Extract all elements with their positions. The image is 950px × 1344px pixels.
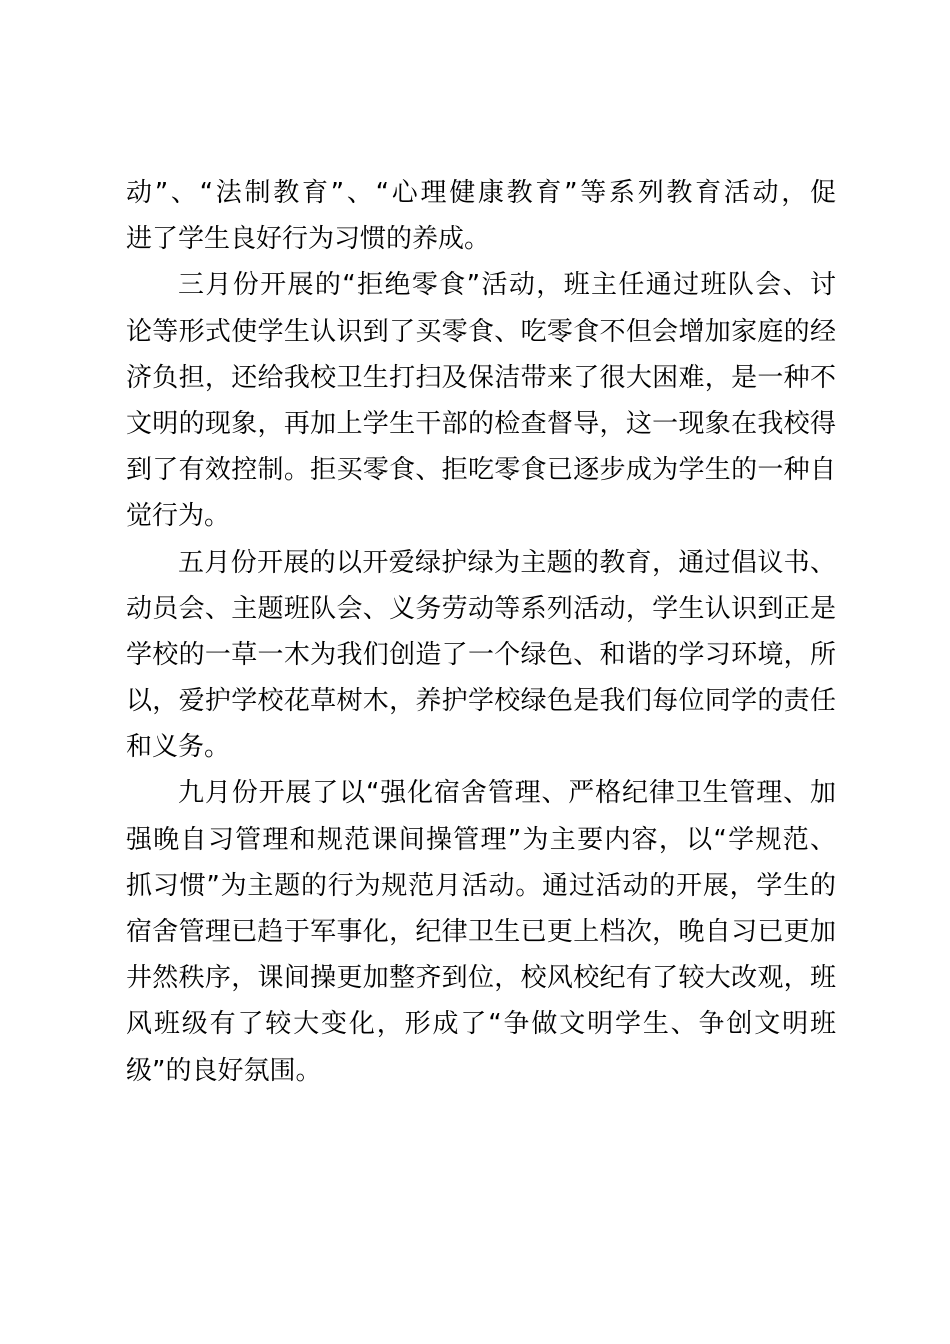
body-text <box>126 170 836 1094</box>
paragraph-line: 宿舍管理已趋于军事化，纪律卫生已更上档次，晚自习已更加 <box>126 917 836 947</box>
paragraph-line: 九月份开展了以“强化宿舍管理、严格纪律卫生管理、加 <box>178 778 836 809</box>
paragraph <box>126 770 836 1093</box>
paragraph-line: 三月份开展的“拒绝零食”活动，班主任通过班队会、讨 <box>178 270 836 301</box>
paragraph <box>126 540 836 771</box>
paragraph-line: 动员会、主题班队会、义务劳动等系列活动，学生认识到正是 <box>126 593 836 624</box>
paragraph <box>126 262 836 539</box>
paragraph-line: 济负担，还给我校卫生打扫及保洁带来了很大困难，是一种不 <box>126 362 836 393</box>
paragraph-line: 进了学生良好行为习惯的养成。 <box>126 224 491 255</box>
paragraph-line: 以，爱护学校花草树木，养护学校绿色是我们每位同学的责任 <box>126 686 836 717</box>
paragraph-line: 五月份开展的以开爱绿护绿为主题的教育，通过倡议书、 <box>178 547 836 578</box>
paragraph-line: 动”、“法制教育”、“心理健康教育”等系列教育活动，促 <box>126 178 836 208</box>
paragraph-line: 和义务。 <box>126 732 231 763</box>
paragraph-line: 强晚自习管理和规范课间操管理”为主要内容，以“学规范、 <box>126 824 836 855</box>
paragraph-line: 级”的良好氛围。 <box>126 1055 322 1086</box>
paragraph-line: 学校的一草一木为我们创造了一个绿色、和谐的学习环境，所 <box>126 639 836 670</box>
paragraph-line: 井然秩序，课间操更加整齐到位，校风校纪有了较大改观，班 <box>126 963 836 994</box>
paragraph-line: 到了有效控制。拒买零食、拒吃零食已逐步成为学生的一种自 <box>126 455 836 486</box>
paragraph-line: 文明的现象，再加上学生干部的检查督导，这一现象在我校得 <box>126 408 836 439</box>
paragraph <box>126 170 836 262</box>
paragraph-line: 论等形式使学生认识到了买零食、吃零食不但会增加家庭的经 <box>126 316 836 347</box>
paragraph-line: 抓习惯”为主题的行为规范月活动。通过活动的开展，学生的 <box>126 870 836 901</box>
paragraph-line: 风班级有了较大变化，形成了“争做文明学生、争创文明班 <box>126 1009 836 1040</box>
paragraph-line: 觉行为。 <box>126 501 231 532</box>
